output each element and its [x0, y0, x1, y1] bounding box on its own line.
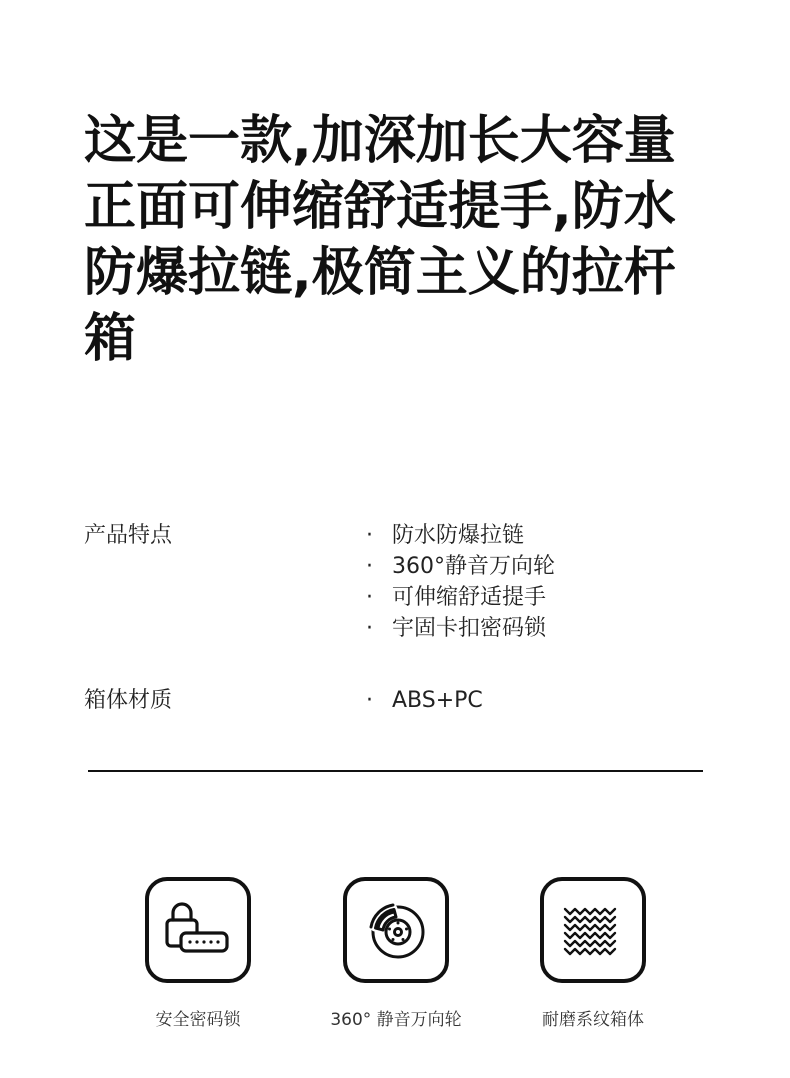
feature-wear-resistant-texture	[503, 877, 683, 1032]
headline-line-1: 这是一款,加深加长大容量	[84, 111, 676, 171]
spec-label: 产品特点	[84, 523, 173, 548]
feature-label: 360° 静音万向轮	[330, 1010, 462, 1030]
spec-item-list	[366, 685, 483, 716]
headline	[84, 108, 724, 372]
wheel-brake-icon	[343, 877, 449, 983]
section-divider	[88, 770, 703, 772]
padlock-password-icon	[145, 877, 251, 983]
spec-item-list	[366, 520, 555, 644]
feature-label: 耐磨系纹箱体	[542, 1010, 644, 1030]
wave-texture-icon	[540, 877, 646, 983]
headline-line-2: 正面可伸缩舒适提手,防水	[84, 177, 676, 237]
feature-password-lock	[108, 877, 288, 1032]
spec-label: 箱体材质	[84, 688, 173, 713]
feature-label: 安全密码锁	[155, 1010, 241, 1030]
spec-item: · 可伸缩舒适提手	[366, 582, 555, 613]
headline-line-4: 箱	[84, 309, 137, 369]
feature-360-wheel	[306, 877, 486, 1032]
spec-item: · 宇固卡扣密码锁	[366, 613, 555, 644]
spec-item: · 防水防爆拉链	[366, 520, 555, 551]
headline-line-3: 防爆拉链,极简主义的拉杆	[84, 243, 676, 303]
spec-item: · 360°静音万向轮	[366, 551, 555, 582]
spec-item: · ABS+PC	[366, 685, 483, 716]
